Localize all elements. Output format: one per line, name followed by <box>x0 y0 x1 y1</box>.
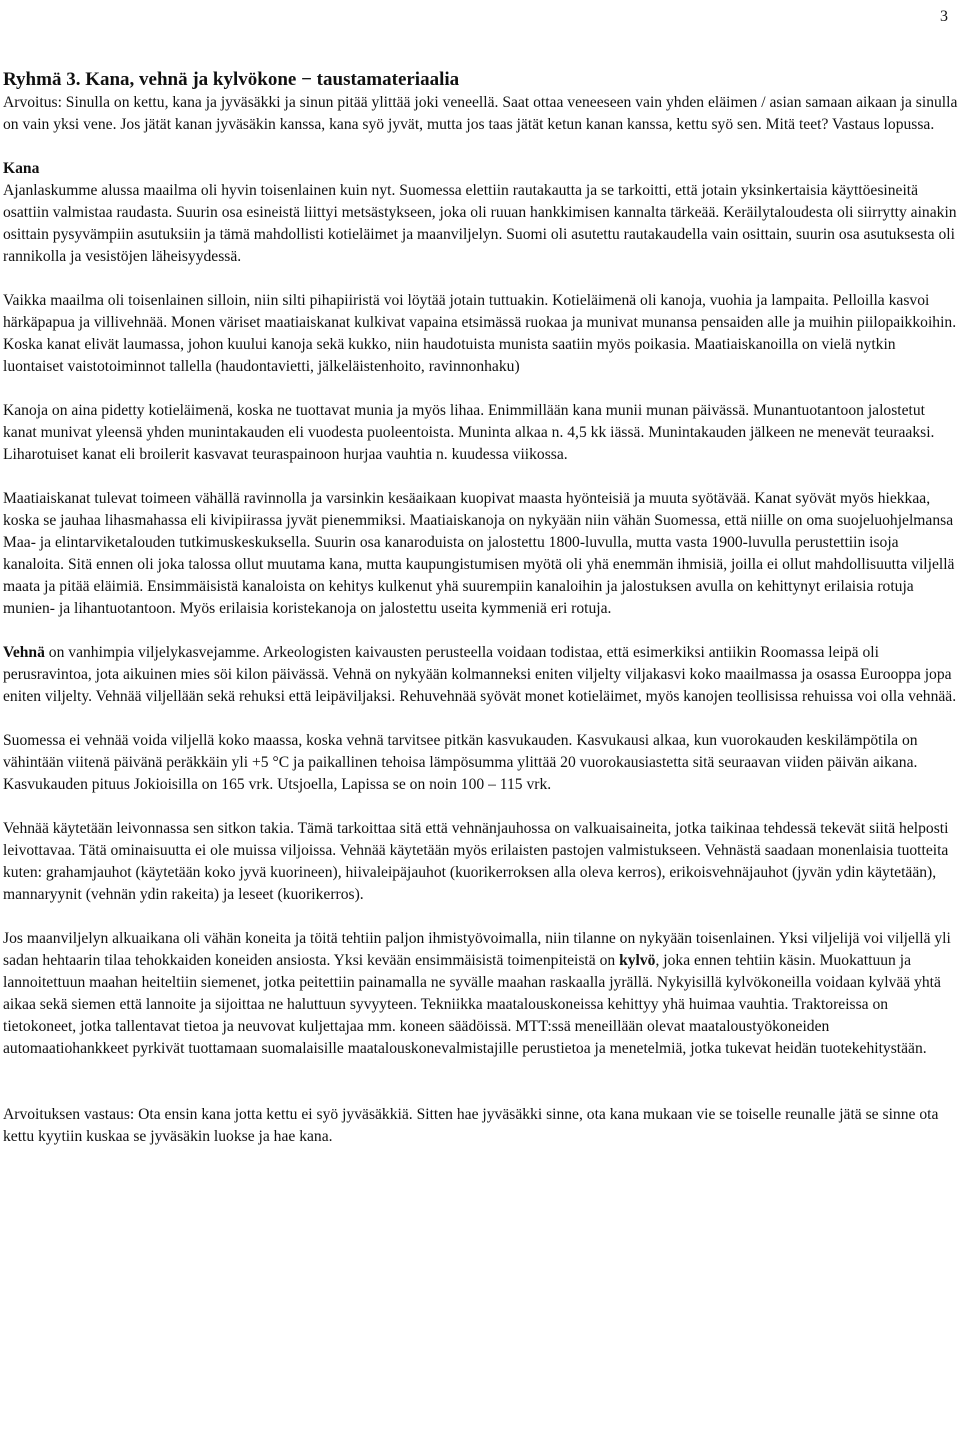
vehna-paragraph-1 <box>3 642 958 708</box>
kylvo-paragraph <box>3 928 958 1060</box>
kylvo-paragraph-text-a: Jos maanviljelyn alkuaikana oli vähän koneita ja töitä tehtiin paljon ihmistyövoimalla, niin tilanne on nykyään toisenlainen. Yksi viljelijä voi viljellä yli sadan hehtaarin tilaa tehokkaiden koneiden ansiosta. Yksi kevään ensimmäisistä toimenpiteistä on <box>3 930 951 969</box>
vehna-paragraph-1-text: on vanhimpia viljelykasvejamme. Arkeologisten kaivausten perusteella voidaan todistaa, että esimerkiksi antiikin Roomassa leipä oli perusravintoa, jota aikuinen mies söi kilon päivässä. Vehnä on nykyään kolmanneksi eniten viljelty viljakasvi koko maailmassa ja osassa Eurooppa jopa eniten viljelty. Vehnää viljellään sekä rehuksi että leipäviljaksi. Rehuvehnää syövät monet kotieläimet, myös kanojen teollisissa rehuissa voi olla vehnää. <box>3 644 957 705</box>
kylvo-bold-term: kylvö <box>619 952 656 969</box>
section-heading-kana: Kana <box>3 160 40 177</box>
kylvo-paragraph-text-b: , joka ennen tehtiin käsin. Muokattuun ja lannoitettuun maahan heiteltiin siemenet, jotka peitettiin painamalla ne syvälle maahan raskaalla jyrällä. Nykyisillä kylvökoneilla voidaan kylvää yhtä aikaa sekä siemen että lannoite ja sijoittaa ne haluttuun syvyyteen. Tekniikka maatalouskoneissa kehittyy yhä huimaa vauhtia. Traktoreissa on tietokoneet, jotka tallentavat tietoa ja neuvovat kuljettajaa mm. koneen säädöissä. MTT:ssä meneillään olevat maataloustyökoneiden automaatiohankkeet pyrkivät tuottamaan suomalaisille maatalouskonevalmistajille perustietoa ja menetelmiä, jotka tukevat heidän tuotekehitystään. <box>3 952 941 1057</box>
vehna-paragraph-3: Vehnää käytetään leivonnassa sen sitkon takia. Tämä tarkoittaa sitä että vehnänjauhossa on valkuaisaineita, jotka taikinaa tehdessä tekevät siitä helposti leivottavaa. Tätä ominaisuutta ei ole muissa viljoissa. Vehnää käytetään myös erilaisten pastojen valmistukseen. Vehnästä saadaan monenlaisia tuotteita kuten: grahamjauhot (käytetään koko jyvä kuorineen), hiivaleipäjauhot (kuorikerroksen alla oleva kerros), erikoisvehnäjauhot (jyvän ydin käytetään), mannaryynit (vehnän ydin rakeita) ja leseet (kuorikerros). <box>3 820 949 903</box>
page-number: 3 <box>940 8 948 25</box>
kana-paragraph-3: Kanoja on aina pidetty kotieläimenä, koska ne tuottavat munia ja myös lihaa. Enimmillään kana munii munan päivässä. Munantuotantoon jalostetut kanat munivat yleensä yhden munintakauden eli vuodesta puoleentoista. Muninta alkaa n. 4,5 kk iässä. Munintakauden jälkeen ne menevät teuraaksi. Liharotuiset kanat eli broilerit kasvavat teuraspainoon hurjaa vauhtia n. kuudessa viikossa. <box>3 402 935 463</box>
riddle-answer-paragraph: Arvoituksen vastaus: Ota ensin kana jotta kettu ei syö jyväsäkkiä. Sitten hae jyväsäkki sinne, ota kana mukaan vie se toiselle reunalle jätä se sinne ota kettu kyytiin kuskaa se jyväsäkin luokse ja hae kana. <box>3 1106 939 1145</box>
spacer <box>3 1060 958 1104</box>
kana-paragraph-4: Maatiaiskanat tulevat toimeen vähällä ravinnolla ja varsinkin kesäaikaan kuopivat maasta hyönteisiä ja muuta syötävää. Kanat syövät myös hiekkaa, koska se jauhaa lihasmahassa eli kivipiirassa jyvät pienemmiksi. Maatiaiskanoja on nykyään niin vähän Suomessa, että niille on oma suojeluohjelmansa Maa- ja elintarviketalouden tutkimuskeskuksella. Suurin osa kanaroduista on jalostettu 1800-luvulla, mutta vasta 1900-luvulla perustettiin isoja kanaloita. Sitä ennen oli joka talossa ollut muutama kana, mutta kaupungistumisen myötä oli yhä enemmän ihmisiä, joilla ei ollut mahdollisuutta viljellä maata ja pitää eläimiä. Ensimmäisistä kanaloista on kehitys kulkenut yhä suurempiin kanaloihin ja jalostuksen avulla on kehittynyt erilaisia rotuja munien- ja lihantuotantoon. Myös erilaisia koristekanoja on jalostettu useita kymmeniä eri rotuja. <box>3 490 955 617</box>
vehna-bold-term: Vehnä <box>3 644 45 661</box>
riddle-paragraph: Arvoitus: Sinulla on kettu, kana ja jyväsäkki ja sinun pitää ylittää joki veneellä. Saat ottaa veneeseen vain yhden eläimen / asian samaan aikaan ja sinulla on vain yksi vene. Jos jätät kanan jyväsäkin kanssa, kana syö jyvät, mutta jos taas jätät ketun kanan kanssa, kettu syö sen. Mitä teet? Vastaus lopussa. <box>3 94 958 133</box>
vehna-paragraph-2: Suomessa ei vehnää voida viljellä koko maassa, koska vehnä tarvitsee pitkän kasvukauden. Kasvukausi alkaa, kun vuorokauden keskilämpötila on vähintään viitenä päivänä peräkkäin yli +5 °C ja paikallinen tehoisa lämpösumma ylittää 20 vuorokausiastetta sitä seuraavan viiden päivän aikana. Kasvukauden pituus Jokioisilla on 165 vrk. Utsjoella, Lapissa se on noin 100 – 115 vrk. <box>3 732 918 793</box>
document-title: Ryhmä 3. Kana, vehnä ja kylvökone − taustamateriaalia <box>3 69 460 90</box>
document-body <box>3 68 958 1148</box>
kana-paragraph-2: Vaikka maailma oli toisenlainen silloin, niin silti pihapiiristä voi löytää jotain tuttuakin. Kotieläimenä oli kanoja, vuohia ja lampaita. Pelloilla kasvoi härkäpapua ja villivehnää. Monen väriset maatiaiskanat kulkivat vapaina etsimässä ruokaa ja munivat munansa pensaiden alle ja muihin piilopaikkoihin. Koska kanat elivät laumassa, johon kuului kanoja sekä kukko, niin haudotuista munista saatiin myös poikasia. Maatiaiskanoilla on vielä nytkin luontaiset vaistotoiminnot tallella (haudontavietti, jälkeläistenhoito, ravinnonhaku) <box>3 292 957 375</box>
kana-paragraph-1: Ajanlaskumme alussa maailma oli hyvin toisenlainen kuin nyt. Suomessa elettiin rautakautta ja se tarkoitti, että jotain yksinkertaisia käyttöesineitä osattiin valmistaa raudasta. Suurin osa esineistä liittyi metsästykseen, joka oli ruuan hankkimisen kannalta tärkeää. Keräilytaloudesta oli siirrytty ainakin osittain pysyvämpiin asutuksiin ja tämä mahdollisti kotieläimet ja maanviljelyn. Suomi oli asutettu rautakaudella vain osittain, suurin osa asutuksesta oli rannikolla ja vesistöjen läheisyydessä. <box>3 182 957 265</box>
